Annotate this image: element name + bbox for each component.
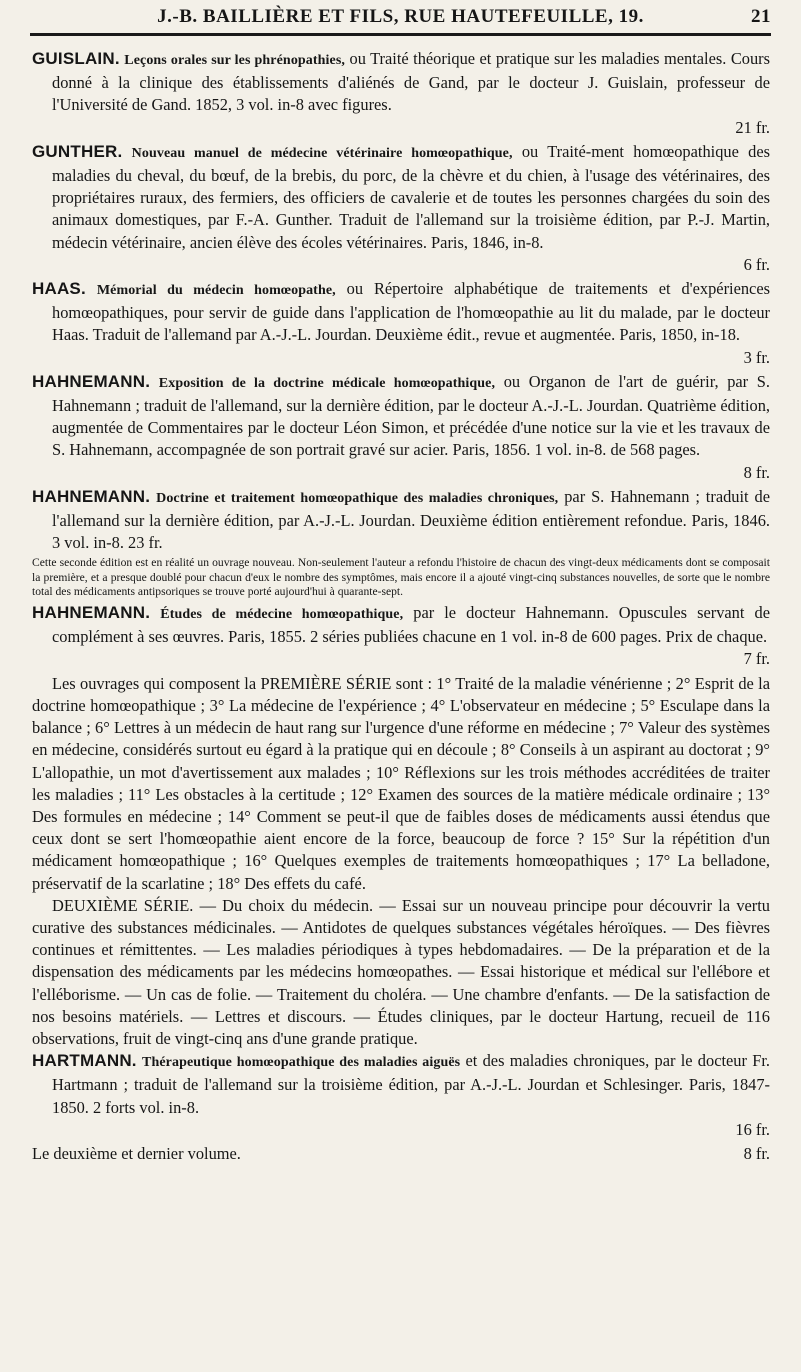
entry-author: GUNTHER.: [32, 141, 123, 161]
entry-price: 6 fr.: [743, 254, 770, 274]
entry-author: HAHNEMANN.: [32, 371, 151, 391]
entry-author: HAAS.: [32, 279, 86, 299]
entry-price: 23 fr.: [128, 533, 163, 553]
entry-title: Mémorial du médecin homœopathe,: [96, 283, 336, 299]
entry-price: 7 fr.: [743, 649, 770, 669]
continuation-text: Le deuxième et dernier volume.: [32, 1143, 241, 1163]
entry-author: HAHNEMANN.: [32, 486, 151, 506]
entry-body: par S. Hahnemann ; traduit de l'allemand sur la dernière édition, par A.-J.-L. Jourdan. Deuxième édition entièrement refondue. Paris, 1846. 3 vol. in-8.: [52, 486, 770, 553]
running-head: [30, 6, 771, 30]
entry-author: HAHNEMANN.: [32, 603, 151, 623]
second-series-paragraph: DEUXIÈME SÉRIE. — Du choix du médecin. — Essai sur un nouveau principe pour découvrir la vertu curative des substances médicinales. — Antidotes de quelques substances végétales héroïques. — Des fièvres continues et rémittentes. — Les maladies périodiques à types hebdomadaires. — De la préparation et de la dispensation des médicaments par les médecins homœopathes. — Essai historique et médical sur l'ellébore et l'elléborisme. — Un cas de folie. — Traitement du choléra. — Une chambre d'enfants. — De la satisfaction de nos besoins matériels. — Lettres et discours. — Études cliniques, par le docteur Hartung, recueil de 116 observations, fruit de vingt-cinq ans d'une grande pratique.: [32, 895, 770, 1048]
entry-body: ou Organon de l'art de guérir, par S. Hahnemann ; traduit de l'allemand, sur la dernière édition, par le docteur A.-J.-L. Jourdan. Quatrième édition, augmentée de Commentaires par le docteur Léon Simon, et précédée d'une notice sur la vie et les travaux de S. Hahnemann, accompagnée de son portrait gravé sur acier. Paris, 1856. 1 vol. in-8. de 568 pages.: [52, 371, 770, 460]
catalogue-entry: [32, 371, 770, 484]
entry-title: Nouveau manuel de médecine vétérinaire homœopathique,: [131, 145, 513, 161]
entry-title: Leçons orales sur les phrénopathies,: [124, 53, 346, 68]
page-number: 21: [751, 6, 771, 27]
entry-price: 8 fr.: [743, 462, 770, 482]
catalogue-entry: [32, 486, 770, 555]
entry-author: HARTMANN.: [32, 1051, 137, 1071]
entry-title: Doctrine et traitement homœopathique des maladies chroniques,: [156, 490, 559, 506]
entry-body: ou Répertoire alphabétique de traitements et d'expériences homœopathiques, pour servir de guide dans l'application de l'homœopathie au lit du malade, par le docteur Haas. Traduit de l'allemand par A.-J.-L. Jourdan. Deuxième édit., revue et augmentée. Paris, 1850, in-18.: [52, 279, 770, 345]
entry-body: ou Traité théorique et pratique sur les maladies mentales. Cours donné à la clinique des établissements d'aliénés de Gand, par le docteur J. Guislain, professeur de l'Université de Gand. 1852, 3 vol. in-8 avec figures.: [52, 49, 771, 115]
entry-price: 16 fr.: [735, 1119, 770, 1139]
header-rule: [30, 33, 771, 36]
entry-price: 8 fr.: [743, 1143, 770, 1163]
catalogue-entry: [32, 278, 770, 369]
entry-author: GUISLAIN.: [32, 49, 120, 68]
entry-body: ou Traité-ment homœopathique des maladies du cheval, du bœuf, de la brebis, du porc, de la chèvre et du chien, à l'usage des vétérinaires, des propriétaires ruraux, des fermiers, des officiers de cavalerie et de toutes les personnes chargées du soin des animaux domestiques, par F.-A. Gunther. Traduit de l'allemand sur la troisième édition, par P.-J. Martin, médecin vétérinaire, ancien élève des écoles vétérinaires. Paris, 1846, in-8.: [52, 141, 770, 252]
entry-body: et des maladies chroniques, par le docteur Fr. Hartmann ; traduit de l'allemand sur la troisième édition, par A.-J.-L. Jourdan et Schlesinger. Paris, 1847-1850. 2 forts vol. in-8.: [52, 1051, 770, 1117]
entry-title: Études de médecine homœopathique,: [160, 607, 404, 623]
running-head-text: J.-B. BAILLIÈRE ET FILS, RUE HAUTEFEUILLE, 19.: [157, 6, 644, 27]
entry-body: par le docteur Hahnemann. Opuscules servant de complément à ses œuvres. Paris, 1855. 2 séries publiées chacune en 1 vol. in-8 de 600 pages. Prix de chaque.: [52, 603, 770, 647]
continuation-line: [32, 1143, 770, 1165]
entry-price: 21 fr.: [735, 117, 770, 137]
first-series-paragraph: Les ouvrages qui composent la PREMIÈRE SÉRIE sont : 1° Traité de la maladie vénérienne ; 2° Esprit de la doctrine homœopathique ; 3° La médecine de l'expérience ; 4° L'observateur en médecine ; 5° Esculape dans la balance ; 6° Lettres à un médecin de haut rang sur l'urgence d'une réforme en médecine ; 7° Valeur des systèmes en médecine, considérés surtout eu égard à la pratique qui en découle ; 8° Conseils à un aspirant au doctorat ; 9° L'allopathie, un mot d'avertissement aux malades ; 10° Réflexions sur les trois méthodes accréditées de traiter les maladies ; 11° Les obstacles à la certitude ; 12° Examen des sources de la matière médicale ordinaire ; 13° Des formules en médecine ; 14° Comment se peut-il que de faibles doses de médicaments aussi étendus que ceux dont se sert l'homœopathie aient encore de la force, beaucoup de force ? 15° Sur la répétition d'un médicament homœopathique ; 16° Quelques exemples de traitements homœopathiques ; 17° La belladone, préservatif de la scarlatine ; 18° Des effets du café.: [32, 673, 770, 893]
catalogue-entry: [32, 48, 770, 139]
catalogue-content: [32, 48, 770, 1167]
catalogue-entry: [32, 141, 770, 276]
catalogue-entry: [32, 602, 770, 671]
entry-title: Exposition de la doctrine médicale homœopathique,: [158, 375, 496, 391]
catalogue-entry: [32, 1050, 770, 1141]
entry-note: Cette seconde édition est en réalité un ouvrage nouveau. Non-seulement l'auteur a refondu l'histoire de chacun des vingt-deux médicaments dont se composait la première, et a presque doublé pour chacun d'eux le nombre des symptômes, mais encore il a ajouté vingt-cinq substances nouvelles, de sorte que le nombre total des médicaments antipsoriques se trouve porté aujourd'hui à quarante-sept.: [32, 556, 770, 598]
entry-price: 3 fr.: [743, 347, 770, 367]
entry-title: Thérapeutique homœopathique des maladies aiguës: [142, 1055, 461, 1071]
